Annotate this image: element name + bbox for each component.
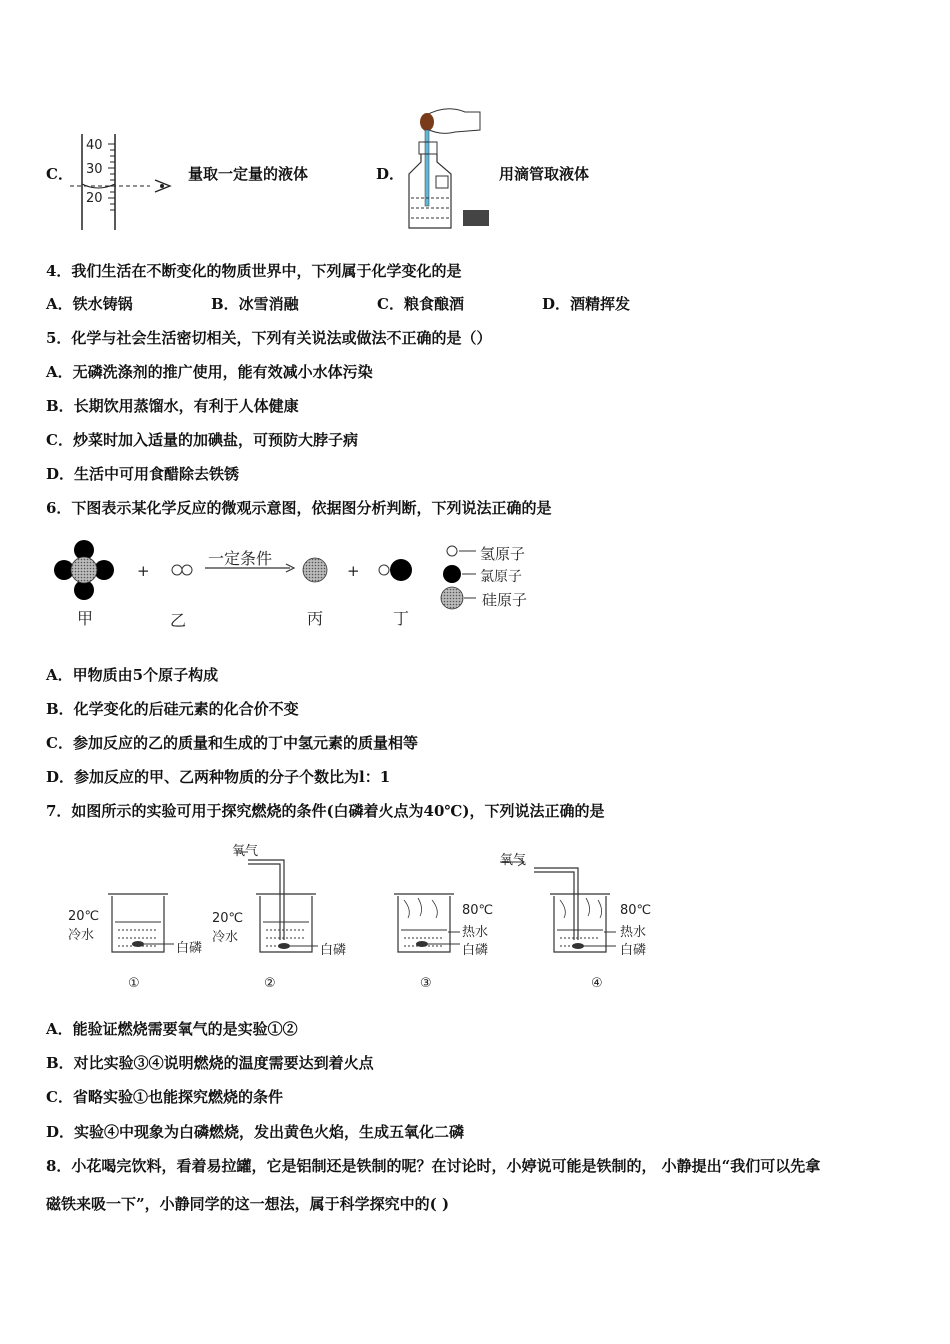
water-label-3: 热水 xyxy=(462,925,489,940)
q4-stem: 4．我们生活在不断变化的物质世界中，下列属于化学变化的是 xyxy=(46,262,462,280)
q6-option-b: B．化学变化的后硅元素的化合价不变 xyxy=(46,700,299,718)
temp-label-1: 20℃ xyxy=(68,909,100,924)
temp-label-3: 80℃ xyxy=(462,903,494,918)
option-c-letter: C． xyxy=(46,165,73,183)
tick-label-40: 40 xyxy=(86,138,103,153)
phosphorus-label-3: 白磷 xyxy=(462,943,489,958)
combustion-experiment-figure xyxy=(60,840,670,970)
q8-stem-line2: 磁铁来吸一下”，小静同学的这一想法，属于科学探究中的( ) xyxy=(46,1195,450,1213)
experiment-num-3: ③ xyxy=(420,976,432,991)
phosphorus-label-1: 白磷 xyxy=(176,941,203,956)
label-bing: 丙 xyxy=(307,609,324,628)
q7-option-d: D．实验④中现象为白磷燃烧，发出黄色火焰，生成五氧化二磷 xyxy=(46,1123,465,1141)
legend-silicon: 硅原子 xyxy=(482,591,528,609)
q6-stem: 6．下图表示某化学反应的微观示意图，依据图分析判断，下列说法正确的是 xyxy=(46,499,552,517)
q5-option-a: A．无磷洗涤剂的推广使用，能有效减小水体污染 xyxy=(46,363,373,381)
q5-stem: 5．化学与社会生活密切相关，下列有关说法或做法不正确的是（） xyxy=(46,329,492,347)
q6-option-c: C．参加反应的乙的质量和生成的丁中氢元素的质量相等 xyxy=(46,734,418,752)
tick-label-20: 20 xyxy=(86,191,103,206)
q5-option-b: B．长期饮用蒸馏水，有利于人体健康 xyxy=(46,397,299,415)
temp-label-2: 20℃ xyxy=(212,911,244,926)
option-c-text: 量取一定量的液体 xyxy=(188,165,309,183)
label-ding: 丁 xyxy=(393,609,410,628)
q4-option-a: A．铁水铸锅 xyxy=(46,295,133,313)
experiment-num-2: ② xyxy=(264,976,276,991)
plus-sign-1: + xyxy=(137,562,150,580)
q6-option-d: D．参加反应的甲、乙两种物质的分子个数比为l：1 xyxy=(46,768,391,786)
temp-label-4: 80℃ xyxy=(620,903,652,918)
option-d-letter: D． xyxy=(376,165,405,183)
legend-hydrogen: 氢原子 xyxy=(480,545,526,563)
label-yi: 乙 xyxy=(170,611,187,630)
q4-option-c: C．粮食酿酒 xyxy=(377,295,464,313)
water-label-1: 冷水 xyxy=(68,928,95,943)
q4-option-d: D．酒精挥发 xyxy=(542,295,631,313)
reaction-diagram xyxy=(50,540,550,610)
reaction-condition: 一定条件 xyxy=(208,549,273,568)
phosphorus-label-4: 白磷 xyxy=(620,943,647,958)
legend-chlorine: 氯原子 xyxy=(480,569,522,585)
q7-option-b: B．对比实验③④说明燃烧的温度需要达到着火点 xyxy=(46,1054,374,1072)
water-label-2: 冷水 xyxy=(212,930,239,945)
q5-option-d: D．生活中可用食醋除去铁锈 xyxy=(46,465,240,483)
plus-sign-2: + xyxy=(347,562,360,580)
q5-option-c: C．炒菜时加入适量的加碘盐，可预防大脖子病 xyxy=(46,431,358,449)
experiment-num-4: ④ xyxy=(591,976,603,991)
q4-option-b: B．冰雪消融 xyxy=(211,295,299,313)
q7-option-c: C．省略实验①也能探究燃烧的条件 xyxy=(46,1088,283,1106)
q7-stem: 7．如图所示的实验可用于探究燃烧的条件(白磷着火点为40℃)，下列说法正确的是 xyxy=(46,802,605,820)
phosphorus-label-2: 白磷 xyxy=(320,943,347,958)
q6-option-a: A．甲物质由5个原子构成 xyxy=(46,666,219,684)
experiment-num-1: ① xyxy=(128,976,140,991)
tick-label-30: 30 xyxy=(86,162,103,177)
label-jia: 甲 xyxy=(77,609,94,628)
option-d-text: 用滴管取液体 xyxy=(499,165,590,183)
oxygen-label-2: 氧气 xyxy=(232,844,259,859)
dropper-bottle-figure xyxy=(405,102,495,232)
oxygen-label-4: 氧气 xyxy=(500,853,527,868)
q7-option-a: A．能验证燃烧需要氧气的是实验①② xyxy=(46,1020,298,1038)
q8-stem-line1: 8．小花喝完饮料，看着易拉罐，它是铝制还是铁制的呢？在讨论时，小婷说可能是铁制的， 小静提出“我们可以先拿 xyxy=(46,1157,821,1175)
water-label-4: 热水 xyxy=(620,925,647,940)
